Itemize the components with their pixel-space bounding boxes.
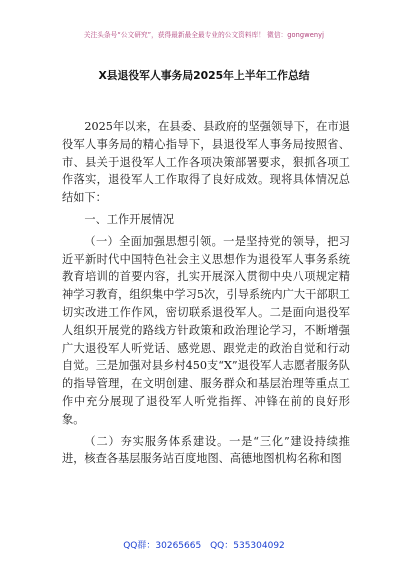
paragraph-intro: 2025年以来，在县委、县政府的坚强领导下，在市退役军人事务局的精心指导下，县退役军人事务局按照省、市、县关于退役军人工作各项决策部署要求，狠抓各项工作落实，退役军人工作取得了良好成效。现将具体情况总结如下：: [62, 120, 350, 205]
footer-contacts: [0, 538, 408, 551]
header-banner: 关注头条号“公文研究”，获得最新最全最专业的公文资料库！ 微信：gongwenyj: [83, 31, 325, 39]
document-body: [62, 118, 350, 468]
section-heading: 一、工作开展情况: [84, 212, 174, 226]
paragraph-service-system: （二）夯实服务体系建设。一是“三化”建设持续推进，核查各基层服务站百度地图、高德地图机构名称和图: [62, 434, 350, 466]
footer-qq-group: QQ群：30265665: [123, 541, 202, 551]
document-title: X县退役军人事务局2025年上半年工作总结: [98, 69, 310, 82]
footer-qq: QQ：535304092: [210, 541, 285, 551]
paragraph-thought-guidance: （一）全面加强思想引领。一是坚持党的领导，把习近平新时代中国特色社会主义思想作为退役军人事务系统教育培训的首要内容，扎实开展深入贯彻中央八项规定精神学习教育，组织集中学习5次，引导系统内广大干部职工切实改进工作作风，密切联系退役军人。二是面向退役军人组织开展党的路线方针政策和政治理论学习，不断增强广大退役军人听党话、感党恩、跟党走的政治自觉和行动自觉。三是加强对县乡村450支“X”退役军人志愿者服务队的指导管理，在文明创建、服务群众和基层治理等重点工作中充分展现了退役军人听党指挥、冲锋在前的良好形象。: [62, 234, 350, 426]
